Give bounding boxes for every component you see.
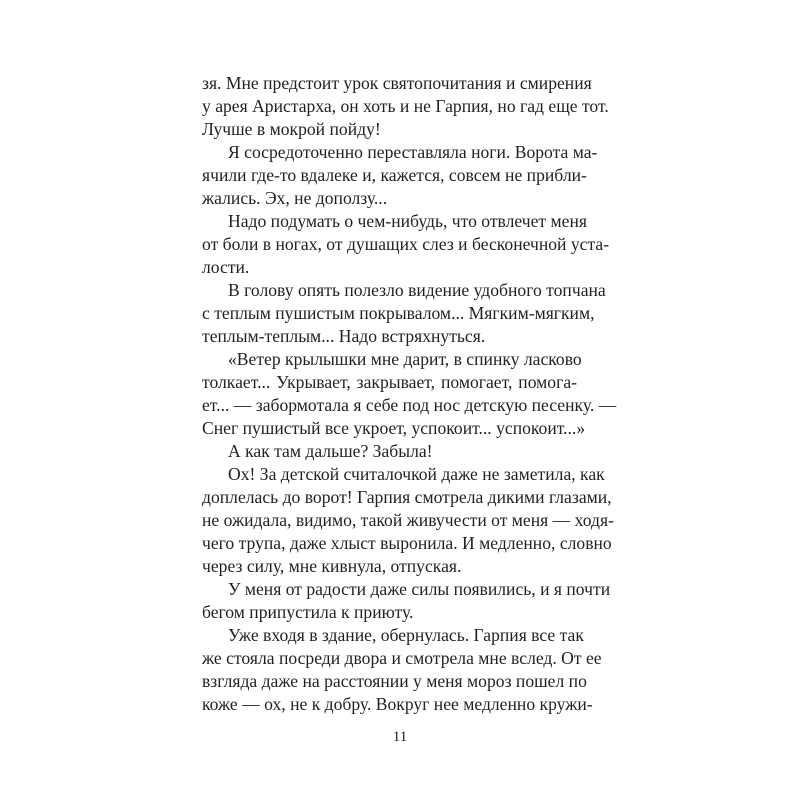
text-line: ет... — забормотала я себе под нос детскую песенку. — (202, 395, 617, 415)
page-number: 11 (392, 729, 408, 745)
text-line: жались. Эх, не доползу... (202, 188, 388, 208)
text-line: теплым-теплым... Надо встряхнуться. (202, 326, 486, 346)
text-line: взгляда даже на расстоянии у меня мороз пошел по (202, 671, 587, 691)
text-line: Лучше в мокрой пойду! (202, 119, 381, 139)
text-line: у арея Аристарха, он хоть и не Гарпия, но гад еще тот. (202, 96, 609, 116)
text-line: У меня от радости даже силы появились, и я почти (228, 579, 611, 599)
text-line: Уже входя в здание, обернулась. Гарпия все так (228, 625, 584, 645)
text-line: толкает... Укрывает, закрывает, помогает, помога- (202, 372, 577, 392)
text-line: Ох! За детской считалочкой даже не заметила, как (228, 464, 605, 484)
text-line: через силу, мне кивнула, отпуская. (202, 556, 462, 576)
text-line: лости. (202, 257, 250, 277)
text-line: не ожидала, видимо, такой живучести от меня — ходя- (202, 510, 614, 530)
text-line: бегом припустила к приюту. (202, 602, 414, 622)
text-line: Снег пушистый все укроет, успокоит... успокоит...» (202, 418, 586, 438)
text-line: же стояла посреди двора и смотрела мне вслед. От ее (202, 648, 602, 668)
text-line: зя. Мне предстоит урок святопочитания и смирения (202, 73, 592, 93)
text-line: Надо подумать о чем-нибудь, что отвлечет меня (228, 211, 587, 231)
text-line: В голову опять полезло видение удобного топчана (228, 280, 606, 300)
text-line: с теплым пушистым покрывалом... Мягким-мягким, (202, 303, 595, 323)
text-line: доплелась до ворот! Гарпия смотрела дикими глазами, (202, 487, 612, 507)
text-line: Я сосредоточенно переставляла ноги. Ворота ма- (228, 142, 598, 162)
text-line: «Ветер крылышки мне дарит, в спинку ласково (228, 349, 582, 369)
text-line: А как там дальше? Забыла! (228, 441, 433, 461)
text-line: ячили где-то вдалеке и, кажется, совсем не прибли- (202, 165, 587, 185)
text-line: чего трупа, даже хлыст выронила. И медленно, словно (202, 533, 612, 553)
text-line: от боли в ногах, от душащих слез и бесконечной уста- (202, 234, 610, 254)
text-line: коже — ох, не к добру. Вокруг нее медленно кружи- (202, 694, 593, 714)
